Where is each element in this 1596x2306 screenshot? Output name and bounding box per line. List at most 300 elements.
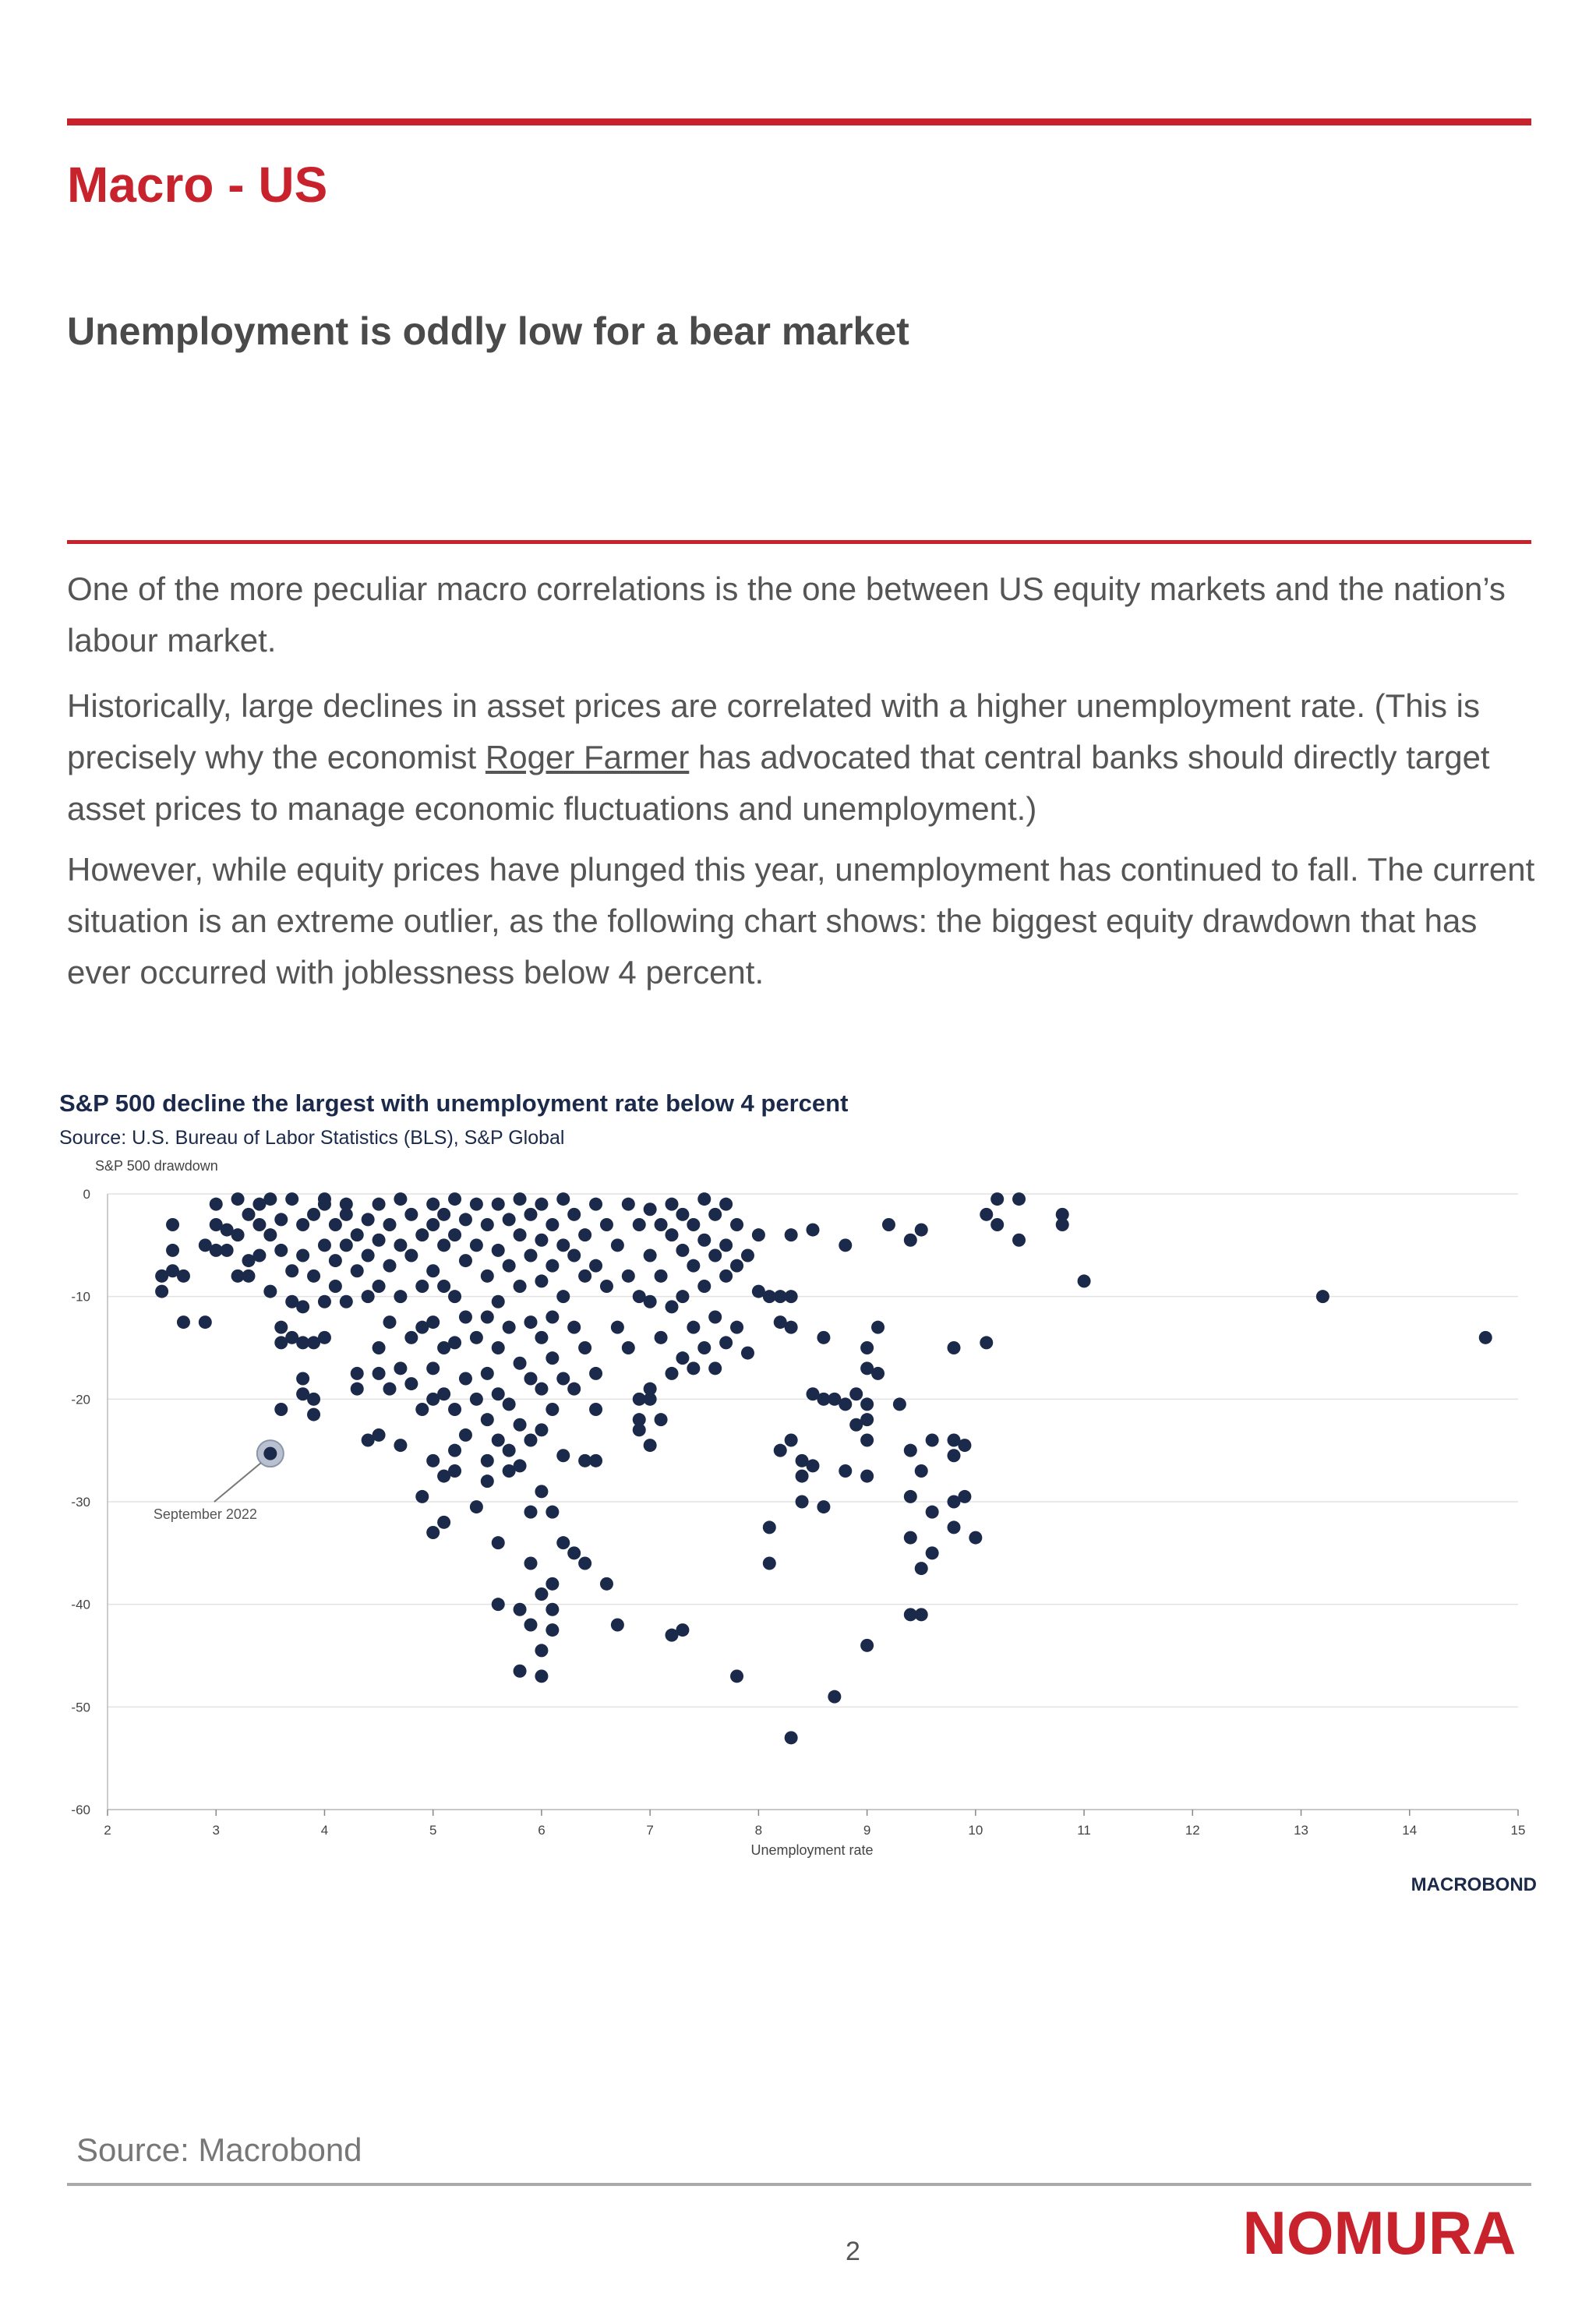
- data-point: [1056, 1218, 1069, 1231]
- data-point: [177, 1270, 190, 1283]
- data-point: [481, 1311, 494, 1324]
- data-point: [470, 1393, 483, 1406]
- chart-subtitle: Source: U.S. Bureau of Labor Statistics (BLS), S&P Global: [59, 1127, 565, 1149]
- data-point: [199, 1315, 212, 1329]
- data-point: [231, 1228, 245, 1241]
- data-point: [329, 1280, 342, 1293]
- chart-grid: [108, 1194, 1518, 1810]
- data-point: [394, 1238, 407, 1252]
- x-tick-label: 10: [968, 1823, 983, 1838]
- data-point: [785, 1290, 798, 1303]
- chart-points: [155, 1192, 1492, 1744]
- data-point: [839, 1397, 852, 1411]
- data-point: [676, 1623, 689, 1637]
- data-point: [340, 1295, 353, 1308]
- data-point: [481, 1413, 494, 1426]
- y-tick-label: -40: [71, 1597, 90, 1612]
- data-point: [904, 1531, 917, 1545]
- data-point: [383, 1218, 397, 1231]
- data-point: [535, 1644, 548, 1657]
- data-point: [524, 1619, 538, 1632]
- data-point: [644, 1439, 657, 1452]
- data-point: [318, 1331, 331, 1344]
- data-point: [556, 1372, 570, 1386]
- data-point: [567, 1383, 581, 1396]
- data-point: [383, 1315, 397, 1329]
- data-point: [221, 1244, 234, 1257]
- data-point: [426, 1264, 440, 1277]
- data-point: [263, 1285, 277, 1298]
- bottom-rule: [67, 2183, 1531, 2186]
- data-point: [404, 1249, 418, 1262]
- data-point: [177, 1315, 190, 1329]
- data-point: [904, 1490, 917, 1503]
- data-point: [926, 1506, 939, 1519]
- data-point: [567, 1249, 581, 1262]
- data-point: [426, 1526, 440, 1539]
- data-point: [697, 1192, 711, 1206]
- data-point: [958, 1439, 971, 1452]
- data-point: [394, 1439, 407, 1452]
- data-point: [719, 1198, 733, 1211]
- data-point: [459, 1372, 472, 1386]
- data-point: [774, 1444, 787, 1457]
- data-point: [1012, 1234, 1026, 1247]
- data-point: [948, 1520, 961, 1534]
- data-point: [166, 1218, 179, 1231]
- data-point: [351, 1383, 364, 1396]
- data-point: [611, 1321, 624, 1334]
- data-point: [426, 1361, 440, 1375]
- y-tick-label: -20: [71, 1392, 90, 1407]
- data-point: [556, 1290, 570, 1303]
- data-point: [231, 1192, 245, 1206]
- data-point: [666, 1228, 679, 1241]
- data-point: [503, 1259, 516, 1273]
- data-point: [958, 1490, 971, 1503]
- data-point: [514, 1280, 527, 1293]
- x-tick-label: 12: [1185, 1823, 1200, 1838]
- data-point: [481, 1474, 494, 1488]
- x-tick-label: 9: [863, 1823, 871, 1838]
- data-point: [296, 1300, 309, 1313]
- data-point: [503, 1213, 516, 1226]
- data-point: [481, 1367, 494, 1380]
- data-point: [948, 1449, 961, 1462]
- data-point: [318, 1192, 331, 1206]
- data-point: [535, 1198, 548, 1211]
- data-point: [535, 1423, 548, 1436]
- data-point: [535, 1383, 548, 1396]
- x-tick-label: 15: [1510, 1823, 1526, 1838]
- data-point: [622, 1198, 635, 1211]
- scatter-chart: [47, 1083, 1543, 1909]
- data-point: [274, 1244, 288, 1257]
- macrobond-logo: MACROBOND: [1411, 1874, 1537, 1895]
- data-point: [676, 1351, 689, 1365]
- data-point: [415, 1403, 429, 1416]
- data-point: [730, 1218, 743, 1231]
- data-point: [318, 1295, 331, 1308]
- data-point: [730, 1259, 743, 1273]
- data-point: [839, 1464, 852, 1478]
- data-point: [915, 1562, 928, 1575]
- data-point: [655, 1413, 668, 1426]
- data-point: [437, 1238, 450, 1252]
- headline: Unemployment is oddly low for a bear market: [67, 309, 909, 353]
- data-point: [329, 1254, 342, 1267]
- data-point: [492, 1598, 505, 1611]
- paragraph-2: [67, 680, 1548, 835]
- data-point: [492, 1536, 505, 1549]
- data-point: [600, 1218, 613, 1231]
- data-point: [373, 1234, 386, 1247]
- y-tick-label: -50: [71, 1700, 90, 1715]
- top-rule: [67, 118, 1531, 125]
- data-point: [383, 1383, 397, 1396]
- data-point: [990, 1192, 1004, 1206]
- data-point: [697, 1280, 711, 1293]
- data-point: [263, 1192, 277, 1206]
- data-point: [404, 1331, 418, 1344]
- data-point: [492, 1244, 505, 1257]
- x-tick-label: 2: [104, 1823, 111, 1838]
- data-point: [404, 1208, 418, 1221]
- data-point: [394, 1192, 407, 1206]
- data-point: [785, 1434, 798, 1447]
- data-point: [394, 1290, 407, 1303]
- data-point: [514, 1192, 527, 1206]
- x-tick-label: 8: [754, 1823, 763, 1838]
- data-point: [470, 1238, 483, 1252]
- data-point: [546, 1218, 559, 1231]
- data-point: [785, 1228, 798, 1241]
- data-point: [1012, 1192, 1026, 1206]
- data-point: [459, 1428, 472, 1442]
- data-point: [285, 1192, 298, 1206]
- data-point: [404, 1377, 418, 1390]
- data-point: [860, 1341, 874, 1354]
- data-point: [307, 1393, 320, 1406]
- data-point: [567, 1208, 581, 1221]
- source-note: Source: Macrobond: [76, 2131, 362, 2168]
- data-point: [492, 1341, 505, 1354]
- data-point: [242, 1208, 256, 1221]
- data-point: [730, 1321, 743, 1334]
- data-point: [1479, 1331, 1492, 1344]
- data-point: [426, 1198, 440, 1211]
- data-point: [633, 1423, 646, 1436]
- y-tick-label: -60: [71, 1803, 90, 1817]
- data-point: [796, 1496, 809, 1509]
- data-point: [296, 1249, 309, 1262]
- data-point: [514, 1603, 527, 1616]
- data-point: [514, 1665, 527, 1678]
- nomura-logo-text: NOMURA: [1242, 2198, 1517, 2267]
- data-point: [807, 1224, 820, 1237]
- data-point: [817, 1331, 830, 1344]
- roger-farmer-link[interactable]: Roger Farmer: [485, 739, 690, 775]
- data-point: [481, 1454, 494, 1467]
- data-point: [492, 1434, 505, 1447]
- data-point: [741, 1347, 754, 1360]
- data-point: [524, 1208, 538, 1221]
- data-point: [318, 1238, 331, 1252]
- data-point: [589, 1454, 602, 1467]
- data-point: [373, 1367, 386, 1380]
- data-point: [340, 1198, 353, 1211]
- y-tick-label: -30: [71, 1495, 90, 1510]
- data-point: [535, 1669, 548, 1683]
- data-point: [622, 1270, 635, 1283]
- data-point: [687, 1321, 700, 1334]
- data-point: [524, 1372, 538, 1386]
- data-point: [362, 1290, 375, 1303]
- data-point: [535, 1234, 548, 1247]
- data-point: [644, 1295, 657, 1308]
- data-point: [644, 1202, 657, 1216]
- data-point: [719, 1270, 733, 1283]
- data-point: [697, 1341, 711, 1354]
- paragraph-2-text-a: Historically, large declines in asset prices are correlated with a higher unemployment rate. (This is precisely why the economist: [67, 687, 1480, 775]
- data-point: [210, 1198, 223, 1211]
- data-point: [752, 1228, 765, 1241]
- data-point: [351, 1264, 364, 1277]
- data-point: [263, 1228, 277, 1241]
- data-point: [849, 1387, 863, 1400]
- data-point: [524, 1557, 538, 1570]
- data-point: [1078, 1274, 1091, 1287]
- data-point: [285, 1264, 298, 1277]
- data-point: [589, 1259, 602, 1273]
- data-point: [871, 1367, 885, 1380]
- data-point: [860, 1434, 874, 1447]
- data-point: [763, 1557, 776, 1570]
- chart-ticks: [71, 1187, 1525, 1838]
- x-tick-label: 3: [212, 1823, 220, 1838]
- data-point: [470, 1500, 483, 1513]
- data-point: [373, 1341, 386, 1354]
- data-point: [437, 1516, 450, 1529]
- data-point: [676, 1208, 689, 1221]
- data-point: [437, 1280, 450, 1293]
- data-point: [556, 1536, 570, 1549]
- data-point: [915, 1608, 928, 1621]
- data-point: [514, 1357, 527, 1370]
- paragraph-3: However, while equity prices have plunged this year, unemployment has continued to fall. The current situation is an extreme outlier, as the following chart shows: the biggest equity drawdown that has ever occurred with joblessness below 4 percent.: [67, 851, 1535, 991]
- data-point: [296, 1218, 309, 1231]
- data-point: [719, 1336, 733, 1349]
- data-point: [426, 1218, 440, 1231]
- data-point: [687, 1361, 700, 1375]
- data-point: [481, 1270, 494, 1283]
- data-point: [546, 1623, 559, 1637]
- data-point: [535, 1485, 548, 1498]
- data-point: [839, 1238, 852, 1252]
- data-point: [546, 1506, 559, 1519]
- data-point: [166, 1244, 179, 1257]
- data-point: [904, 1234, 917, 1247]
- data-point: [556, 1449, 570, 1462]
- data-point: [546, 1577, 559, 1591]
- y-tick-label: 0: [83, 1187, 90, 1202]
- data-point: [307, 1208, 320, 1221]
- data-point: [296, 1372, 309, 1386]
- data-point: [503, 1321, 516, 1334]
- data-point: [437, 1208, 450, 1221]
- data-point: [915, 1224, 928, 1237]
- data-point: [426, 1315, 440, 1329]
- data-point: [926, 1546, 939, 1559]
- chart-annotation: [154, 1440, 284, 1522]
- data-point: [307, 1270, 320, 1283]
- data-point: [459, 1213, 472, 1226]
- data-point: [470, 1198, 483, 1211]
- data-point: [535, 1331, 548, 1344]
- data-point: [373, 1280, 386, 1293]
- data-point: [980, 1208, 993, 1221]
- data-point: [448, 1403, 461, 1416]
- data-point: [448, 1228, 461, 1241]
- data-point: [578, 1270, 591, 1283]
- data-point: [687, 1218, 700, 1231]
- data-point: [871, 1321, 885, 1334]
- data-point: [459, 1311, 472, 1324]
- data-point: [492, 1295, 505, 1308]
- data-point: [307, 1408, 320, 1421]
- x-tick-label: 5: [429, 1823, 437, 1838]
- data-point: [252, 1218, 266, 1231]
- data-point: [926, 1434, 939, 1447]
- data-point: [860, 1397, 874, 1411]
- x-tick-label: 7: [646, 1823, 654, 1838]
- data-point: [589, 1198, 602, 1211]
- data-point: [622, 1341, 635, 1354]
- annotation-leader: [214, 1463, 261, 1502]
- y-axis-label: S&P 500 drawdown: [95, 1158, 218, 1174]
- data-point: [556, 1192, 570, 1206]
- x-tick-label: 4: [320, 1823, 329, 1838]
- data-point: [546, 1259, 559, 1273]
- data-point: [242, 1270, 256, 1283]
- data-point: [763, 1520, 776, 1534]
- data-point: [893, 1397, 906, 1411]
- data-point: [655, 1270, 668, 1283]
- data-point: [589, 1367, 602, 1380]
- data-point: [274, 1213, 288, 1226]
- data-point: [655, 1331, 668, 1344]
- x-tick-label: 14: [1402, 1823, 1418, 1838]
- data-point: [546, 1351, 559, 1365]
- data-point: [708, 1311, 722, 1324]
- data-point: [415, 1490, 429, 1503]
- data-point: [329, 1218, 342, 1231]
- y-tick-label: -10: [71, 1289, 90, 1305]
- data-point: [426, 1454, 440, 1467]
- data-point: [524, 1315, 538, 1329]
- data-point: [666, 1367, 679, 1380]
- data-point: [708, 1361, 722, 1375]
- paragraph-2-text-b: has advocated that central banks should directly target asset prices to manage economic fluctuations and unemployment.): [67, 739, 1490, 827]
- chart-title: S&P 500 decline the largest with unemployment rate below 4 percent: [59, 1089, 849, 1117]
- data-point: [980, 1336, 993, 1349]
- data-point: [514, 1459, 527, 1472]
- annotation-label: September 2022: [153, 1506, 257, 1523]
- data-point: [448, 1290, 461, 1303]
- data-point: [524, 1249, 538, 1262]
- nomura-logo: [1231, 2198, 1527, 2268]
- data-point: [687, 1259, 700, 1273]
- data-point: [415, 1228, 429, 1241]
- data-point: [948, 1341, 961, 1354]
- data-point: [644, 1249, 657, 1262]
- data-point: [437, 1387, 450, 1400]
- data-point: [644, 1393, 657, 1406]
- x-tick-label: 11: [1077, 1823, 1091, 1838]
- data-point: [578, 1557, 591, 1570]
- data-point: [556, 1238, 570, 1252]
- data-point: [155, 1285, 168, 1298]
- data-point: [448, 1336, 461, 1349]
- headline-rule: [67, 540, 1531, 544]
- data-point: [362, 1249, 375, 1262]
- data-point: [252, 1249, 266, 1262]
- data-point: [697, 1234, 711, 1247]
- x-axis-label: Unemployment rate: [750, 1842, 874, 1858]
- data-point: [415, 1280, 429, 1293]
- data-point: [578, 1228, 591, 1241]
- data-point: [383, 1259, 397, 1273]
- data-point: [514, 1418, 527, 1432]
- data-point: [785, 1321, 798, 1334]
- data-point: [578, 1341, 591, 1354]
- data-point: [828, 1690, 841, 1704]
- data-point: [611, 1619, 624, 1632]
- x-tick-label: 6: [538, 1823, 546, 1838]
- data-point: [969, 1531, 982, 1545]
- data-point: [524, 1506, 538, 1519]
- data-point: [600, 1577, 613, 1591]
- data-point: [730, 1669, 743, 1683]
- data-point: [589, 1403, 602, 1416]
- data-point: [676, 1244, 689, 1257]
- data-point: [351, 1367, 364, 1380]
- paragraph-1: One of the more peculiar macro correlations is the one between US equity markets and the nation’s labour market.: [67, 570, 1506, 659]
- data-point: [514, 1228, 527, 1241]
- data-point: [860, 1470, 874, 1483]
- data-point: [448, 1444, 461, 1457]
- data-point: [611, 1238, 624, 1252]
- data-point: [492, 1198, 505, 1211]
- annotation-point: [263, 1447, 277, 1460]
- data-point: [373, 1198, 386, 1211]
- data-point: [860, 1639, 874, 1652]
- page-number: 2: [846, 2237, 860, 2266]
- data-point: [904, 1444, 917, 1457]
- data-point: [459, 1254, 472, 1267]
- data-point: [567, 1321, 581, 1334]
- data-point: [796, 1470, 809, 1483]
- data-point: [860, 1413, 874, 1426]
- data-point: [708, 1208, 722, 1221]
- data-point: [394, 1361, 407, 1375]
- data-point: [882, 1218, 895, 1231]
- section-title: Macro - US: [67, 157, 328, 213]
- data-point: [655, 1218, 668, 1231]
- data-point: [990, 1218, 1004, 1231]
- data-point: [633, 1218, 646, 1231]
- data-point: [351, 1228, 364, 1241]
